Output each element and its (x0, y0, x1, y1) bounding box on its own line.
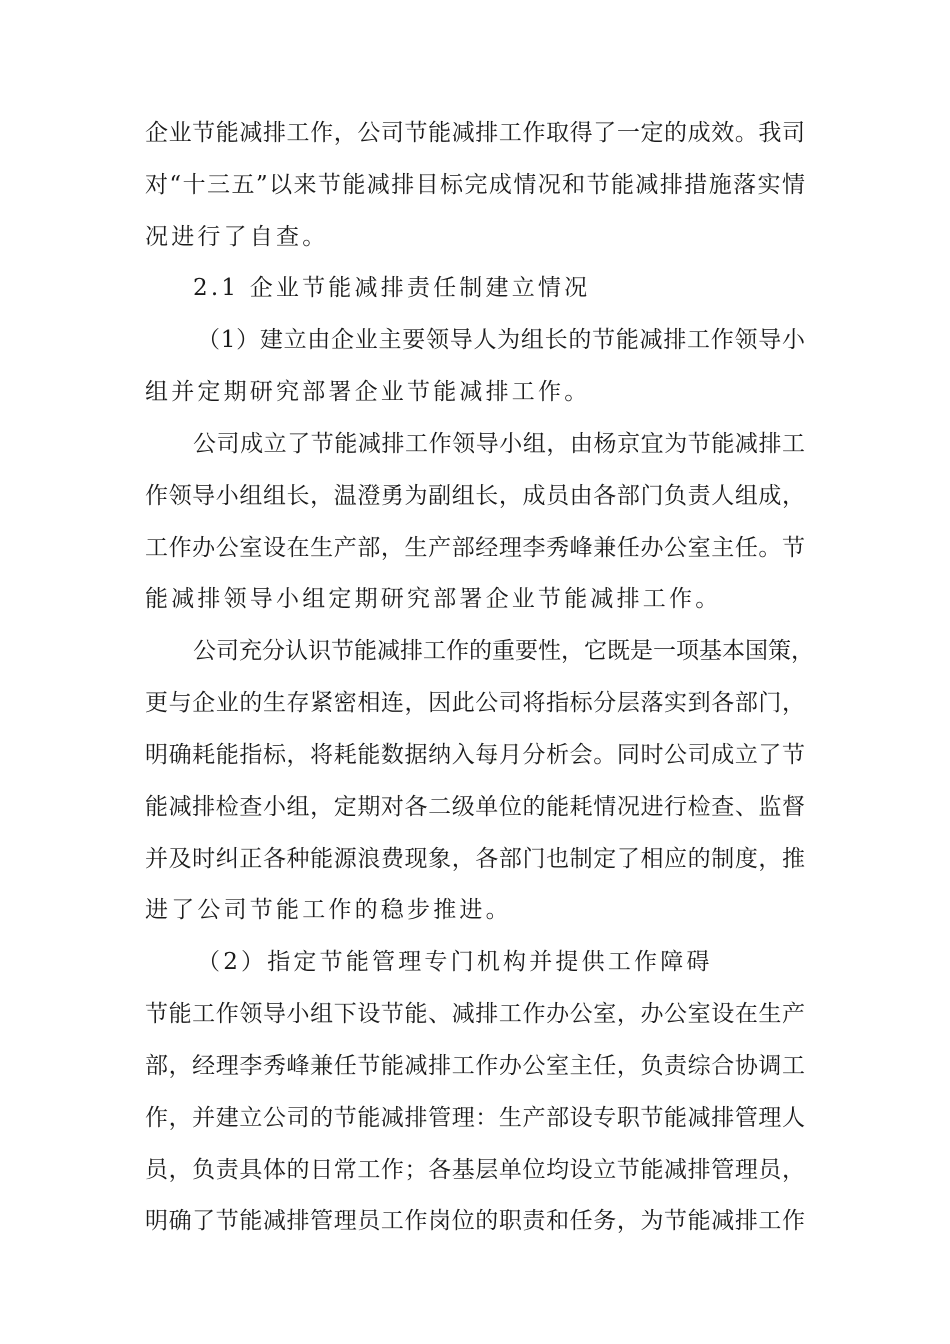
paragraph-line: 进了公司节能工作的稳步推进。 (145, 897, 512, 923)
subsection-heading: （1）建立由企业主要领导人为组长的节能减排工作领导小 (197, 327, 805, 353)
paragraph-line: 员，负责具体的日常工作；各基层单位均设立节能减排管理员， (145, 1157, 805, 1183)
paragraph-line: 节能工作领导小组下设节能、减排工作办公室，办公室设在生产 (145, 1001, 805, 1027)
paragraph-line: 工作办公室设在生产部，生产部经理李秀峰兼任办公室主任。节 (145, 535, 805, 561)
paragraph-line: 公司成立了节能减排工作领导小组，由杨京宜为节能减排工 (193, 431, 805, 457)
paragraph-line: 能减排检查小组，定期对各二级单位的能耗情况进行检查、监督 (145, 794, 805, 820)
paragraph-line: 作，并建立公司的节能减排管理：生产部设专职节能减排管理人 (145, 1105, 805, 1131)
paragraph-line: 明确了节能减排管理员工作岗位的职责和任务，为节能减排工作 (145, 1208, 805, 1234)
paragraph-line: 并及时纠正各种能源浪费现象，各部门也制定了相应的制度，推 (145, 846, 805, 872)
section-heading: 2.1 企业节能减排责任制建立情况 (193, 275, 591, 301)
paragraph-line: 对“十三五”以来节能减排目标完成情况和节能减排措施落实情 (145, 172, 805, 198)
paragraph-line: 组并定期研究部署企业节能减排工作。 (145, 379, 591, 405)
paragraph-line: 部，经理李秀峰兼任节能减排工作办公室主任，负责综合协调工 (145, 1053, 805, 1079)
paragraph-line: 明确耗能指标，将耗能数据纳入每月分析会。同时公司成立了节 (145, 742, 805, 768)
paragraph-line: 企业节能减排工作，公司节能减排工作取得了一定的成效。我司 (145, 120, 805, 146)
paragraph-line: 更与企业的生存紧密相连，因此公司将指标分层落实到各部门， (145, 690, 805, 716)
paragraph-line: 作领导小组组长，温澄勇为副组长，成员由各部门负责人组成， (145, 483, 805, 509)
paragraph-line: 公司充分认识节能减排工作的重要性，它既是一项基本国策， (193, 638, 814, 664)
paragraph-line: 况进行了自查。 (145, 224, 329, 250)
subsection-heading: （2）指定节能管理专门机构并提供工作障碍 (197, 949, 713, 975)
paragraph-line: 能减排领导小组定期研究部署企业节能减排工作。 (145, 586, 722, 612)
